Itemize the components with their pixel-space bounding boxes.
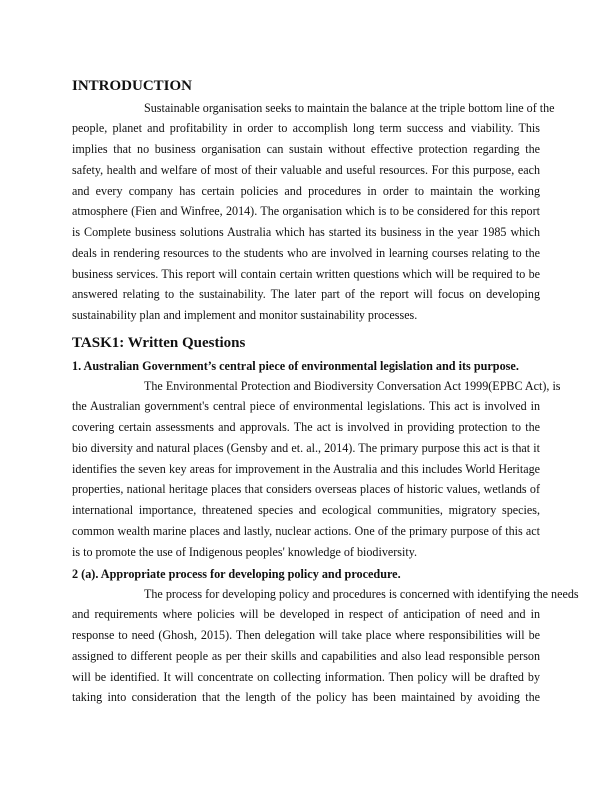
- text-line: and requirements where policies will be developed in respect of anticipation of need and in: [72, 607, 540, 622]
- text-line: Sustainable organisation seeks to maintain the balance at the triple bottom line of the: [144, 100, 555, 115]
- text-line: properties, national heritage places that considers overseas places of historic values, wetlands of: [72, 482, 540, 497]
- text-line: taking into consideration that the length of the policy has been maintained by avoiding the: [72, 690, 540, 705]
- text-line: implies that no business organisation can sustain without effective protection regarding the: [72, 142, 540, 157]
- text-line: safety, health and welfare of most of their valuable and useful resources. For this purpose, each: [72, 162, 540, 177]
- introduction-heading: INTRODUCTION: [72, 78, 193, 94]
- text-line: common wealth marine places and lastly, nuclear actions. One of the primary purpose of this act: [72, 523, 540, 538]
- text-line: international importance, threatened species and ecological communities, migratory species,: [72, 503, 540, 518]
- text-line: identifies the seven key areas for improvement in the Australia and this includes World Heritage: [72, 461, 540, 476]
- question-1-heading: 1. Australian Government’s central piece of environmental legislation and its purpose.: [72, 359, 519, 373]
- task1-heading: TASK1: Written Questions: [72, 335, 246, 351]
- question-1-paragraph: [72, 376, 561, 563]
- introduction-paragraph: [72, 98, 555, 326]
- text-line: The Environmental Protection and Biodiversity Conversation Act 1999(EPBC Act), is: [144, 378, 561, 393]
- text-line: atmosphere (Fien and Winfree, 2014). The organisation which is to be considered for this report: [72, 204, 540, 219]
- text-line: assigned to different people as per their skills and capabilities and also lead responsible person: [72, 648, 540, 663]
- text-line: sustainability plan and implement and monitor sustainability processes.: [72, 308, 418, 323]
- text-line: people, planet and profitability in order to accomplish long term success and viability. This: [72, 121, 540, 136]
- text-line: and every company has certain policies and procedures in order to maintain the working: [72, 183, 540, 198]
- question-2a-heading: 2 (a). Appropriate process for developing policy and procedure.: [72, 567, 401, 581]
- text-line: The process for developing policy and procedures is concerned with identifying the needs: [144, 586, 579, 601]
- text-line: the Australian government's central piece of environmental legislations. This act is involved in: [72, 399, 540, 414]
- text-line: answered relating to the sustainability. The later part of the report will focus on developing: [72, 287, 540, 302]
- question-2a-paragraph: [72, 584, 579, 709]
- text-line: business services. This report will contain certain written questions which will be required to be: [72, 266, 540, 281]
- text-line: is to promote the use of Indigenous peoples' knowledge of biodiversity.: [72, 544, 417, 559]
- text-line: bio diversity and natural places (Gensby and et. al., 2014). The primary purpose this act is that it: [72, 440, 540, 455]
- text-line: response to need (Ghosh, 2015). Then delegation will take place where responsibilities will be: [72, 628, 540, 643]
- text-line: is Complete business solutions Australia which has started its business in the year 1985 which: [72, 225, 540, 240]
- text-line: will be identified. It will concentrate on collecting information. Then policy will be drafted by: [72, 669, 540, 684]
- text-line: covering certain assessments and approvals. The act is involved in providing protection to the: [72, 420, 540, 435]
- text-line: deals in rendering resources to the students who are involved in learning courses relating to the: [72, 245, 540, 260]
